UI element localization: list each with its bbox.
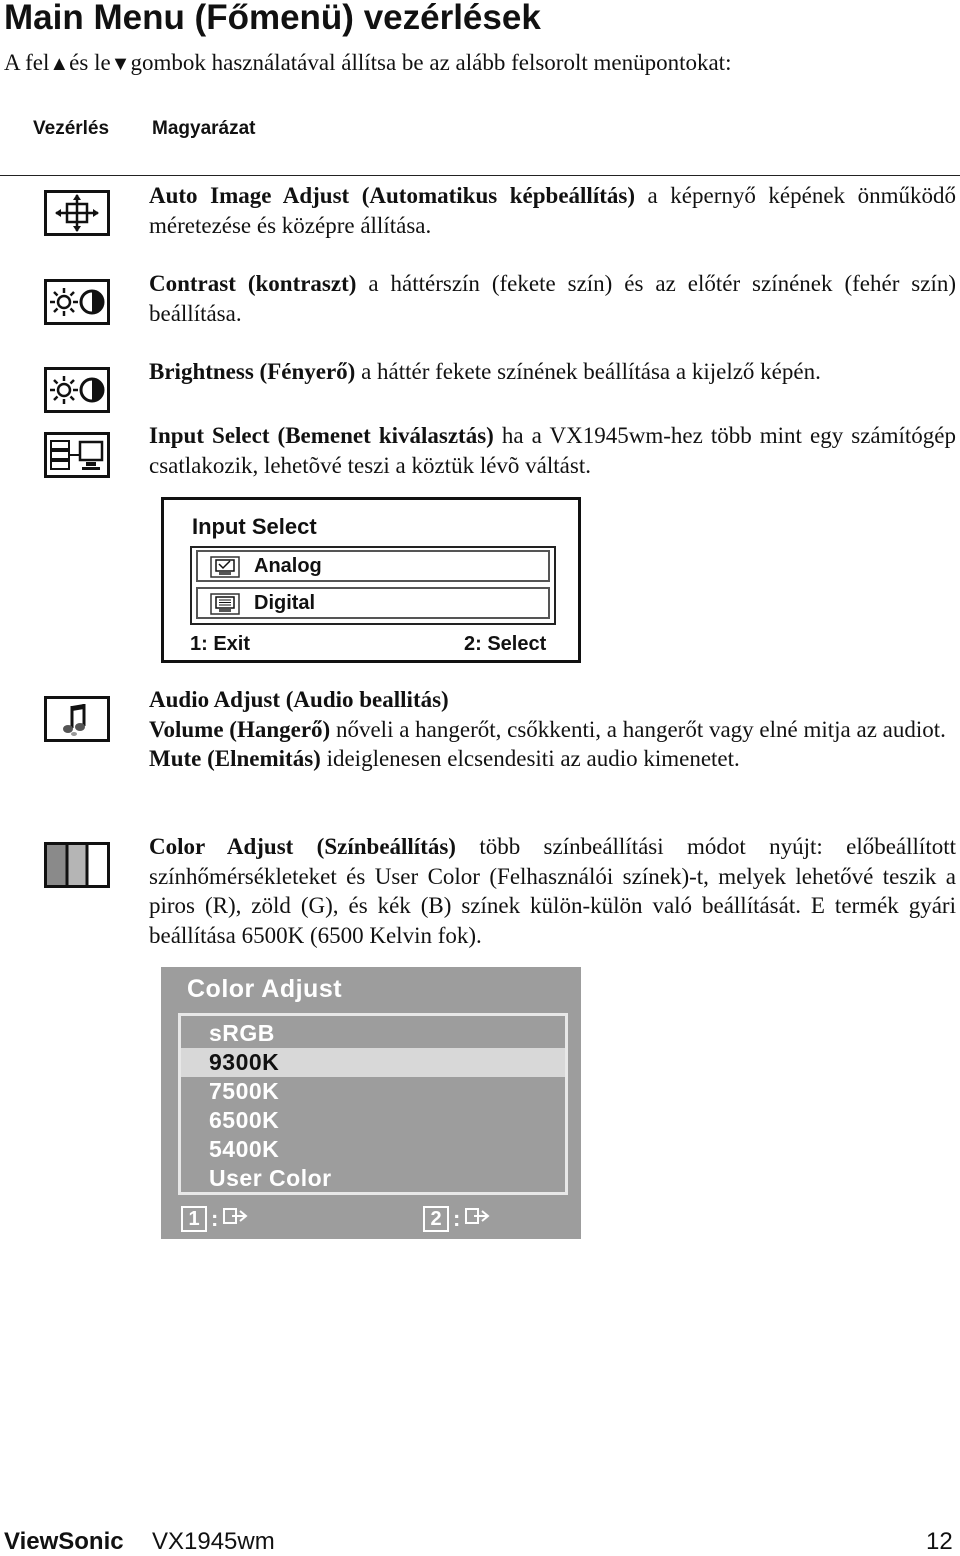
osd-option-user-color[interactable]: User Color <box>209 1165 332 1191</box>
osd-option-list <box>178 1013 568 1195</box>
brightness-label: Brightness (Fényerő) <box>149 359 356 384</box>
osd-option-digital[interactable] <box>196 587 550 619</box>
input-select-text: ha a VX1945wm-hez több mint egy számítógép csatlakozik, lehetõvé teszi a köztük lévõ váltást. <box>149 423 956 478</box>
auto-image-adjust-icon <box>44 190 110 236</box>
osd-option-srgb[interactable]: sRGB <box>209 1020 275 1046</box>
intro-text <box>4 48 731 79</box>
osd-title: Color Adjust <box>187 975 343 1003</box>
osd-option-list <box>190 546 556 625</box>
osd-option-label: Digital <box>254 592 316 614</box>
osd-option-analog[interactable] <box>196 550 550 582</box>
osd-select-hint: 2: Select <box>464 633 547 655</box>
osd-option-7500k[interactable]: 7500K <box>209 1078 280 1104</box>
column-header-explanation: Magyarázat <box>152 118 256 139</box>
intro-part2: és le <box>69 50 111 75</box>
intro-part1: A fel <box>4 50 50 75</box>
color-adjust-icon <box>44 842 110 888</box>
osd-exit-hint: 1: Exit <box>190 633 251 655</box>
intro-part3: gombok használatával állítsa be az alább felsorolt menüpontokat: <box>130 50 732 75</box>
input-select-osd <box>161 497 581 663</box>
up-arrow-icon: ▲ <box>49 53 70 75</box>
color-adjust-description <box>149 832 956 950</box>
audio-adjust-description <box>149 685 956 774</box>
footer-brand: ViewSonic <box>4 1528 124 1555</box>
input-select-icon <box>44 432 110 478</box>
osd-key1-hint <box>181 1205 248 1233</box>
select-hand-icon <box>464 1205 490 1233</box>
color-adjust-text: több színbeállítási módot nyújt: előbeállított színhőmérsékleteket és User Color (Felhasználói színek)-t, melyek lehetővé teszik a piros (R), zöld (G), és kék (B) színek külön-külön való beállítását. E termék gyári beállítása 6500K (6500 Kelvin fok). <box>149 834 956 948</box>
osd-option-6500k[interactable]: 6500K <box>209 1107 280 1133</box>
key2-box: 2 <box>423 1206 449 1232</box>
auto-image-adjust-label: Auto Image Adjust (Automatikus képbeállítás) <box>149 183 635 208</box>
contrast-text: a háttérszín (fekete szín) és az előtér színének (fehér szín) beállítása. <box>149 271 956 326</box>
brightness-icon <box>44 367 110 413</box>
down-arrow-icon: ▼ <box>110 53 131 75</box>
footer-model: VX1945wm <box>152 1528 275 1555</box>
key1-separator: : <box>211 1206 219 1231</box>
audio-adjust-icon <box>44 696 110 742</box>
key1-box: 1 <box>181 1206 207 1232</box>
analog-monitor-icon <box>210 556 240 583</box>
auto-image-adjust-text: a képernyő képének önműködő méretezése és középre állítása. <box>149 183 956 238</box>
osd-key2-hint <box>423 1205 490 1233</box>
contrast-label: Contrast (kontraszt) <box>149 271 357 296</box>
color-adjust-label: Color Adjust (Színbeállítás) <box>149 834 456 859</box>
digital-monitor-icon <box>210 593 240 620</box>
brightness-text: a háttér fekete színének beállítása a kijelző képén. <box>355 359 821 384</box>
osd-option-9300k[interactable]: 9300K <box>181 1048 565 1077</box>
mute-label: Mute (Elnemitás) <box>149 746 321 771</box>
page-title: Main Menu (Főmenü) vezérlések <box>4 0 541 37</box>
key2-separator: : <box>453 1206 461 1231</box>
osd-option-5400k[interactable]: 5400K <box>209 1136 280 1162</box>
column-header-control: Vezérlés <box>33 118 110 139</box>
volume-label: Volume (Hangerő) <box>149 716 331 742</box>
contrast-icon <box>44 279 110 325</box>
brightness-description <box>149 357 956 387</box>
input-select-label: Input Select (Bemenet kiválasztás) <box>149 423 494 448</box>
mute-text: ideiglenesen elcsendesiti az audio kimenetet. <box>320 746 740 771</box>
contrast-description <box>149 269 956 328</box>
osd-title: Input Select <box>192 514 317 539</box>
input-select-description <box>149 421 956 480</box>
header-divider <box>0 175 960 176</box>
exit-hand-icon <box>222 1205 248 1233</box>
color-adjust-osd <box>161 967 581 1239</box>
footer-page-number: 12 <box>926 1528 953 1555</box>
volume-text: nőveli a hangerőt, csőkkenti, a hangerőt vagy elné mitja az audiot. <box>330 716 946 742</box>
audio-adjust-heading: Audio Adjust (Audio beallitás) <box>149 687 449 712</box>
osd-option-label: Analog <box>254 555 322 577</box>
auto-image-adjust-description <box>149 181 956 240</box>
